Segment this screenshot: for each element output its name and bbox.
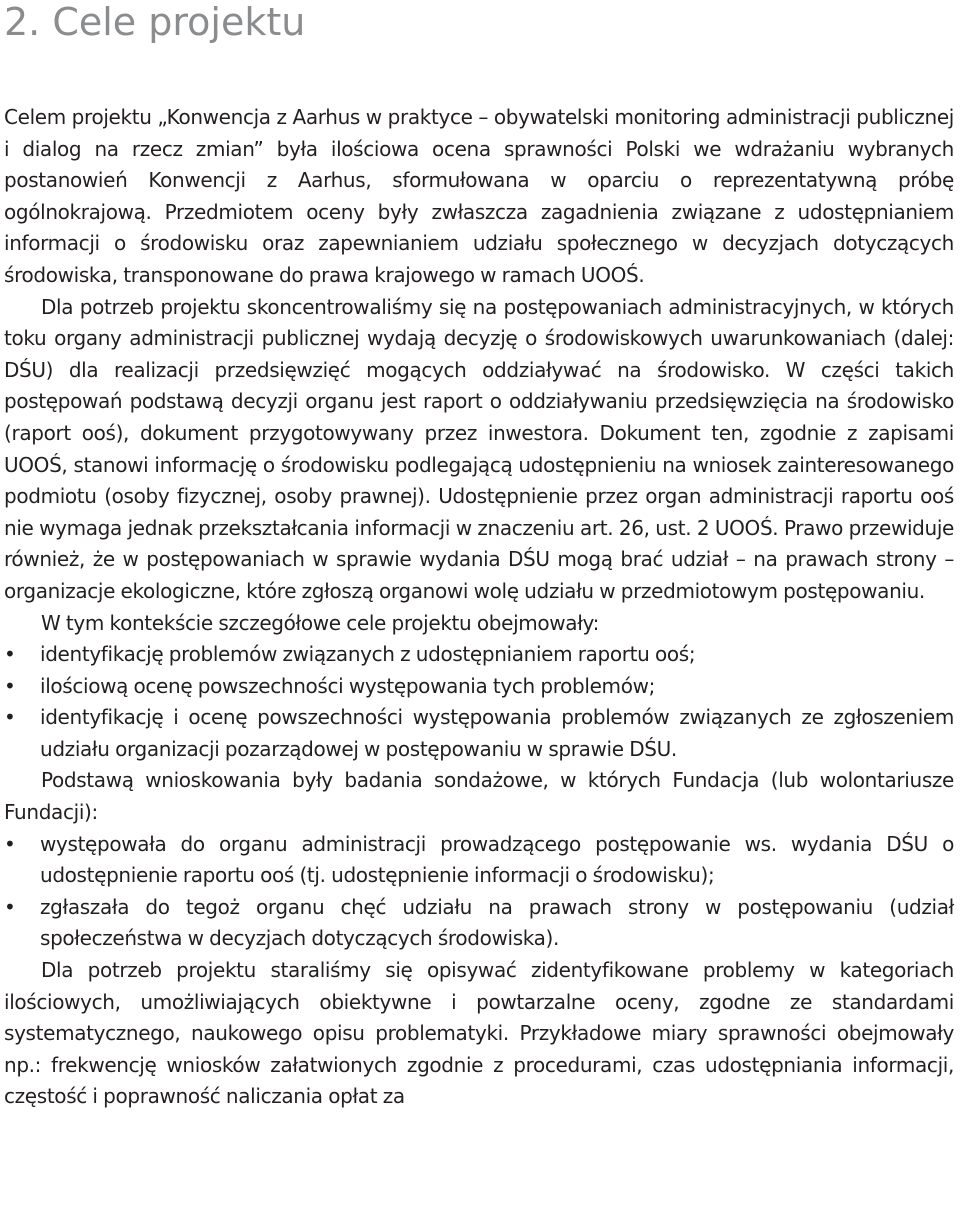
- paragraph-goals-intro: W tym kontekście szczegółowe cele projektu obejmowały:: [41, 610, 599, 635]
- list-item-text: zgłaszała do tegoż organu chęć udziału na prawach strony w postępowaniu (udział społeczeństwa w decyzjach dotyczących środowiska).: [40, 894, 954, 951]
- survey-list: [4, 829, 954, 955]
- bullet-icon: •: [4, 705, 16, 730]
- list-item-text: ilościową ocenę powszechności występowania tych problemów;: [40, 673, 655, 698]
- paragraph-procedures: Dla potrzeb projektu skoncentrowaliśmy się na postępowaniach administracyjnych, w których toku organy administracji publicznej wydają decyzję o środowiskowych uwarunkowaniach (dalej: DŚU) dla realizacji przedsięwzięć mogących oddziaływać na środowisko. W części takich postępowań podstawą decyzji organu jest raport o oddziaływaniu przedsięwzięcia na środowisko (raport ooś), dokument przygotowywany przez inwestora. Dokument ten, zgodnie z zapisami UOOŚ, stanowi informację o środowisku podlegającą udostępnieniu na wniosek zainteresowanego podmiotu (osoby fizycznej, osoby prawnej). Udostępnienie przez organ administracji raportu ooś nie wymaga jednak przekształcania informacji w znaczeniu art. 26, ust. 2 UOOŚ. Prawo przewiduje również, że w postępowaniach w sprawie wydania DŚU mogą brać udział – na prawach strony – organizacje ekologiczne, które zgłoszą organowi wolę udziału w przedmiotowym postępowaniu.: [4, 294, 954, 603]
- bullet-icon: •: [4, 831, 16, 856]
- list-item-text: występowała do organu administracji prowadzącego postępowanie ws. wydania DŚU o udostępnienie raportu ooś (tj. udostępnienie informacji o środowisku);: [40, 831, 954, 888]
- document-body: [4, 102, 954, 1113]
- bullet-icon: •: [4, 642, 16, 667]
- list-item-text: identyfikację problemów związanych z udostępnianiem raportu ooś;: [40, 642, 696, 667]
- list-item: [4, 829, 954, 892]
- list-item: [4, 892, 954, 955]
- section-heading: 2. Cele projektu: [4, 0, 306, 44]
- bullet-icon: •: [4, 673, 16, 698]
- list-item: [4, 671, 954, 703]
- paragraph-intro: Celem projektu „Konwencja z Aarhus w praktyce – obywatelski monitoring administracji publicznej i dialog na rzecz zmian” była ilościowa ocena sprawności Polski we wdrażaniu wybranych postanowień Konwencji z Aarhus, sformułowana w oparciu o reprezentatywną próbę ogólnokrajową. Przedmiotem oceny były zwłaszcza zagadnienia związane z udostępnianiem informacji o środowisku oraz zapewnianiem udziału społecznego w decyzjach dotyczących środowiska, transponowane do prawa krajowego w ramach UOOŚ.: [4, 105, 954, 287]
- list-item: [4, 639, 954, 671]
- paragraph-measures: Dla potrzeb projektu staraliśmy się opisywać zidentyfikowane problemy w kategoriach ilościowych, umożliwiających obiektywne i powtarzalne oceny, zgodne ze standardami systematycznego, naukowego opisu problematyki. Przykładowe miary sprawności obejmowały np.: frekwencję wniosków załatwionych zgodnie z procedurami, czas udostępniania informacji, częstość i poprawność naliczania opłat za: [4, 958, 954, 1109]
- bullet-icon: •: [4, 894, 16, 919]
- goals-list: [4, 639, 954, 765]
- list-item: [4, 702, 954, 765]
- paragraph-survey-intro: Podstawą wnioskowania były badania sondażowe, w których Fundacja (lub wolontariusze Fundacji):: [4, 768, 954, 825]
- list-item-text: identyfikację i ocenę powszechności występowania problemów związanych ze zgłoszeniem udziału organizacji pozarządowej w postępowaniu w sprawie DŚU.: [40, 705, 954, 761]
